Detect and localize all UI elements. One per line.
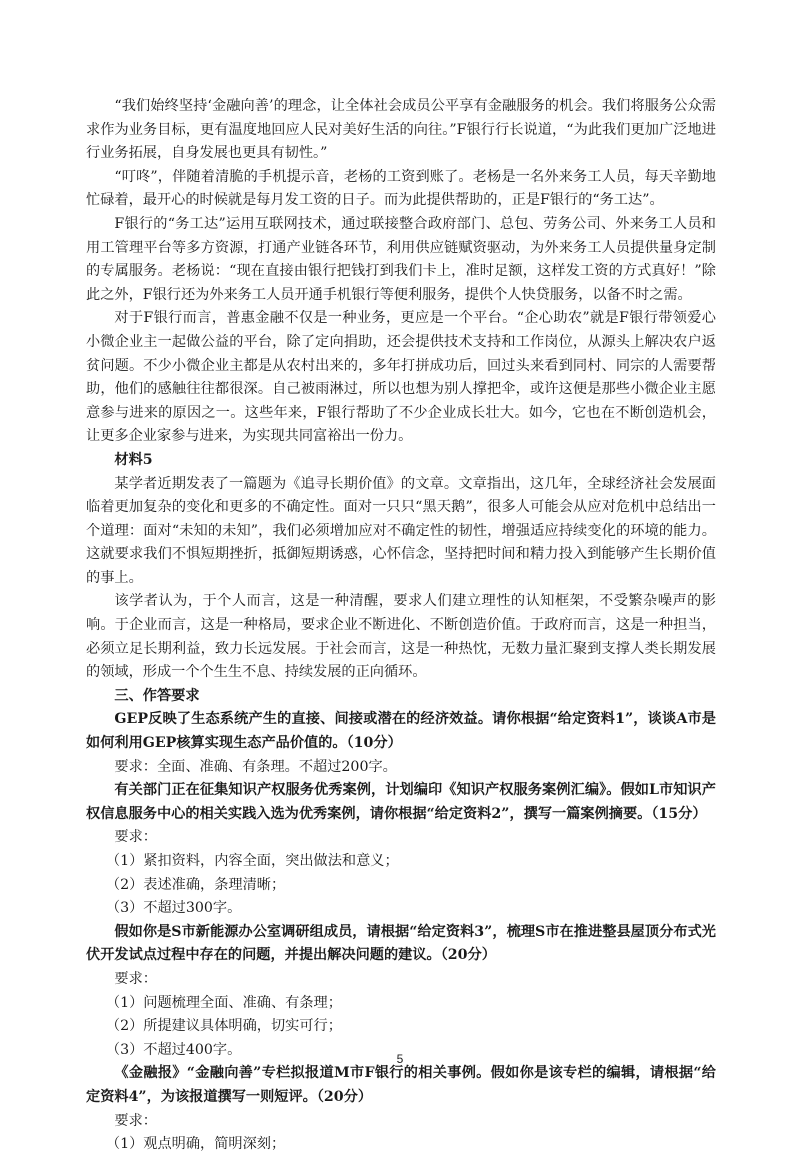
question-3-prompt: 假如你是S市新能源办公室调研组成员，请根据“给定资料3”，梳理S市在推进整县屋顶分布式光伏开发试点过程中存在的问题，并提出解决问题的建议。（20分） <box>86 923 716 964</box>
section-heading-material-5: 材料5 <box>114 451 153 468</box>
paragraph-inclusive-finance-platform: 对于F银行而言，普惠金融不仅是一种业务，更应是一个平台。“企心助农”就是F银行带领爱心小微企业主一起做公益的平台，除了定向捐助，还会提供技术支持和工作岗位，从源头上解决农户返贫问题。不少小微企业主都是从农村出来的，多年打拼成功后，回过头来看到同村、同宗的人需要帮助，他们的感触往往都很深。自己被雨淋过，所以也想为别人撑把伞，或许这便是那些小微企业主愿意参与进来的原因之一。这些年来，F银行帮助了不少企业成长壮大。如今，它也在不断创造机会，让更多企业家参与进来，为实现共同富裕出一份力。 <box>86 310 716 445</box>
paragraph-lao-yang-salary: “叮咚”，伴随着清脆的手机提示音，老杨的工资到账了。老杨是一名外来务工人员，每天辛勤地忙碌着，最开心的时候就是每月发工资的日子。而为此提供帮助的，正是F银行的“务工达”。 <box>86 168 716 209</box>
question-3-requirement-item: （3）不超过400字。 <box>105 1041 242 1058</box>
question-2-requirement-item: （2）表述准确，条理清晰； <box>105 876 286 893</box>
question-2-requirement-item: （1）紧扣资料，内容全面，突出做法和意义； <box>105 853 399 869</box>
section-heading-answer-requirements: 三、作答要求 <box>114 687 200 704</box>
question-1-prompt: GEP反映了生态系统产生的直接、间接或潜在的经济效益。请你根据“给定资料1”，谈谈A市是如何利用GEP核算实现生态产品价值的。（10分） <box>86 711 716 752</box>
question-4-requirement-item: （1）观点明确，简明深刻； <box>105 1136 286 1153</box>
page-body <box>86 95 716 1157</box>
paragraph-wugongda-service: F银行的“务工达”运用互联网技术，通过联接整合政府部门、总包、劳务公司、外来务工人员和用工管理平台等多方资源，打通产业链各环节，利用供应链赋资驱动，为外来务工人员提供量身定制的专属服务。老杨说：“现在直接由银行把钱打到我们卡上，准时足额，这样发工资的方式真好！”除此之外，F银行还为外来务工人员开通手机银行等便利服务，提供个人快贷服务，以备不时之需。 <box>86 215 716 303</box>
question-2-requirement-item: （3）不超过300字。 <box>105 900 242 917</box>
question-3-requirement-label: 要求： <box>114 970 157 987</box>
question-4-prompt: 《金融报》“金融向善”专栏拟报道M市F银行的相关事例。假如你是该专栏的编辑，请根据“给定资料4”，为该报道撰写一则短评。（20分） <box>86 1065 716 1105</box>
question-3-requirement-item: （1）问题梳理全面、准确、有条理； <box>105 994 342 1011</box>
paragraph-scholar-view: 该学者认为，于个人而言，这是一种清醒，要求人们建立理性的认知框架，不受繁杂噪声的影响。于企业而言，这是一种格局，要求企业不断进化、不断创造价值。于政府而言，这是一种担当，必须立足长期利益，致力长远发展。于社会而言，这是一种热忱，无数力量汇聚到支撑人类长期发展的领域，形成一个个生生不息、持续发展的正向循环。 <box>86 593 716 681</box>
question-1-requirement: 要求：全面、准确、有条理。不超过200字。 <box>114 758 397 775</box>
question-2-requirement-label: 要求： <box>114 829 157 846</box>
paragraph-long-term-value-article: 某学者近期发表了一篇题为《追寻长期价值》的文章。文章指出，这几年，全球经济社会发展面临着更加复杂的变化和更多的不确定性。面对一只只“黑天鹅”，很多人可能会从应对危机中总结出一个道理：面对“未知的未知”，我们必须增加应对不确定性的韧性，增强适应持续变化的环境的能力。这就要求我们不惧短期挫折，抵御短期诱惑，心怀信念，坚持把时间和精力投入到能够产生长期价值的事上。 <box>86 475 716 586</box>
question-3-requirement-item: （2）所提建议具体明确，切实可行； <box>105 1018 342 1035</box>
paragraph-bank-president-quote: “我们始终坚持‘金融向善’的理念，让全体社会成员公平享有金融服务的机会。我们将服务公众需求作为业务目标，更有温度地回应人民对美好生活的向往。”F银行行长说道，“为此我们更加广泛地进行业务拓展，自身发展也更具有韧性。” <box>86 98 716 162</box>
question-4-requirement-label: 要求： <box>114 1112 157 1129</box>
page-number: 5 <box>396 1052 404 1066</box>
question-2-prompt: 有关部门正在征集知识产权服务优秀案例，计划编印《知识产权服务案例汇编》。假如L市知识产权信息服务中心的相关实践入选为优秀案例，请你根据“给定资料2”，撰写一篇案例摘要。（15分） <box>86 782 716 822</box>
